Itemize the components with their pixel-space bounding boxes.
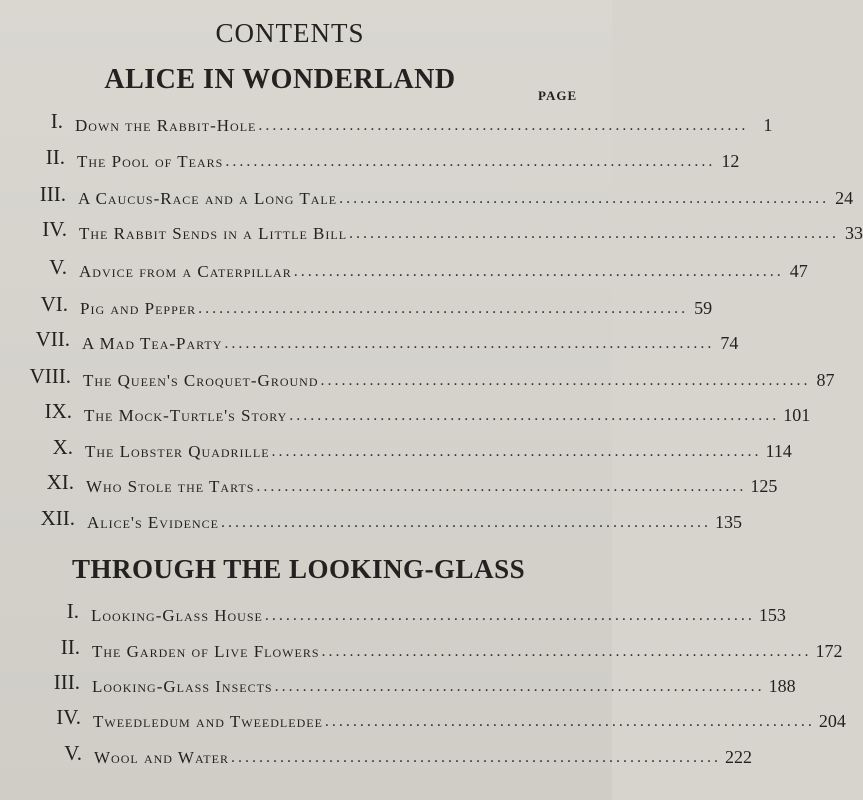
chapter-page: 125 — [750, 476, 778, 496]
chapter-page: 222 — [724, 747, 752, 767]
chapter-title: Advice from a Caterpillar — [79, 262, 292, 281]
contents-title: CONTENTS — [215, 18, 365, 48]
dot-leader: ...................................................................... — [230, 749, 721, 766]
dot-leader: ...................................................................... — [271, 443, 762, 460]
chapter-number: VI. — [40, 292, 68, 316]
toc-entry — [35, 322, 739, 353]
chapter-title: A Caucus-Race and a Long Tale — [78, 189, 338, 208]
dot-leader: ...................................................................... — [324, 713, 815, 730]
dot-leader: ...................................................................... — [225, 153, 716, 170]
dot-leader: ...................................................................... — [349, 225, 840, 242]
dot-leader: ...................................................................... — [293, 263, 784, 280]
chapter-title: The Mock-Turtle's Story — [84, 406, 288, 425]
chapter-page: 1 — [763, 115, 773, 135]
chapter-title: A Mad Tea-Party — [82, 334, 223, 353]
chapter-title: The Lobster Quadrille — [85, 442, 270, 461]
chapter-page: 135 — [714, 512, 742, 532]
chapter-title: Alice's Evidence — [87, 513, 219, 532]
chapter-title: Wool and Water — [94, 748, 229, 767]
dot-leader: ...................................................................... — [289, 407, 780, 424]
chapter-number: III. — [53, 670, 80, 694]
chapter-number: IV. — [56, 705, 81, 729]
toc-entry — [53, 665, 796, 696]
chapter-title: Tweedledum and Tweedledee — [93, 712, 323, 731]
dot-leader: ...................................................................... — [256, 478, 747, 495]
dot-leader: ...................................................................... — [321, 643, 812, 660]
chapter-page: 114 — [765, 441, 792, 461]
chapter-page: 188 — [768, 676, 796, 696]
book-title-alice: ALICE IN WONDERLAND — [104, 64, 456, 95]
chapter-page: 87 — [816, 370, 835, 390]
chapter-title: The Queen's Croquet-Ground — [83, 371, 319, 390]
chapter-number: IX. — [44, 399, 72, 423]
toc-entry — [60, 630, 843, 661]
chapter-title: Looking-Glass Insects — [92, 677, 273, 696]
chapter-title: Down the Rabbit-Hole — [75, 116, 257, 135]
chapter-title: Who Stole the Tarts — [86, 477, 255, 496]
dot-leader: ...................................................................... — [198, 300, 689, 317]
chapter-page: 24 — [835, 188, 854, 208]
chapter-page: 153 — [758, 605, 786, 625]
chapter-number: V. — [49, 255, 67, 279]
chapter-number: VIII. — [29, 364, 71, 388]
chapter-page: 172 — [815, 641, 843, 661]
dot-leader: ...................................................................... — [320, 372, 811, 389]
chapter-number: XI. — [46, 470, 74, 494]
chapter-number: II. — [60, 635, 80, 659]
chapter-number: I. — [50, 109, 63, 133]
chapter-title: The Pool of Tears — [77, 152, 224, 171]
toc-entry — [40, 501, 742, 532]
toc-entry — [56, 700, 846, 731]
chapter-number: VII. — [35, 327, 70, 351]
dot-leader: ...................................................................... — [274, 678, 765, 695]
toc-entry — [29, 359, 835, 390]
chapter-page: 204 — [818, 711, 846, 731]
chapter-number: V. — [64, 741, 82, 765]
chapter-page: 12 — [721, 151, 740, 171]
book-title-looking-glass: THROUGH THE LOOKING-GLASS — [72, 554, 526, 584]
dot-leader: ...................................................................... — [224, 335, 715, 352]
toc-entry — [40, 287, 713, 318]
chapter-number: II. — [45, 145, 65, 169]
chapter-number: I. — [66, 599, 79, 623]
toc-entry — [39, 177, 854, 208]
toc-entry — [42, 212, 863, 243]
toc-entry — [50, 104, 773, 135]
chapter-number: III. — [39, 182, 66, 206]
chapter-page: 74 — [720, 333, 739, 353]
chapter-number: XII. — [40, 506, 75, 530]
chapter-title: The Rabbit Sends in a Little Bill — [79, 224, 348, 243]
chapter-title: Pig and Pepper — [80, 299, 197, 318]
page-column-header: PAGE — [538, 88, 578, 103]
chapter-page: 47 — [789, 261, 808, 281]
chapter-number: IV. — [42, 217, 67, 241]
dot-leader: ...................................................................... — [220, 514, 711, 531]
chapter-number: X. — [52, 435, 73, 459]
toc-entry — [66, 594, 786, 625]
toc-entry — [45, 140, 740, 171]
toc-entry — [46, 465, 778, 496]
chapter-title: The Garden of Live Flowers — [92, 642, 320, 661]
toc-entry — [44, 394, 811, 425]
toc-entry — [64, 736, 752, 767]
dot-leader: ...................................................................... — [264, 607, 755, 624]
toc-entry — [49, 250, 808, 281]
dot-leader: ...................................................................... — [339, 190, 830, 207]
chapter-title: Looking-Glass House — [91, 606, 263, 625]
chapter-page: 101 — [783, 405, 811, 425]
chapter-page: 33 — [845, 223, 863, 243]
dot-leader: ...................................................................... — [258, 117, 749, 134]
toc-entry — [52, 430, 792, 461]
chapter-page: 59 — [694, 298, 713, 318]
